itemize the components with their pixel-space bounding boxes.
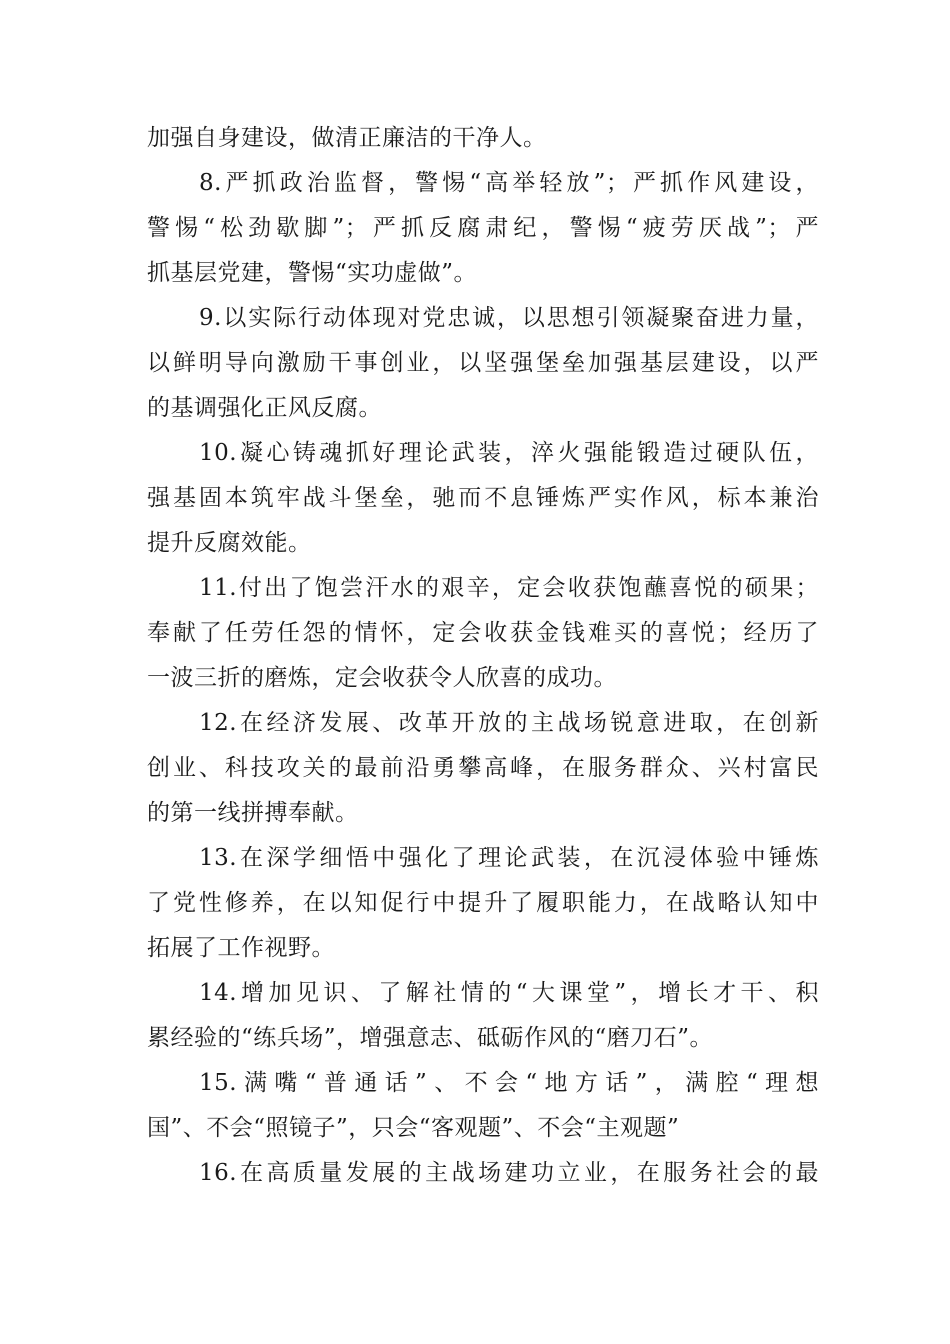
- text-line: 9.以实际行动体现对党忠诚，以思想引领凝聚奋进力量，: [199, 305, 819, 331]
- text-line: 11.付出了饱尝汗水的艰辛，定会收获饱蘸喜悦的硕果；: [199, 575, 819, 601]
- text-line: 创业、科技攻关的最前沿勇攀高峰，在服务群众、兴村富民: [147, 755, 819, 781]
- text-line: 的基调强化正风反腐。: [147, 395, 382, 421]
- text-line: 强基固本筑牢战斗堡垒，驰而不息锤炼严实作风，标本兼治: [147, 485, 819, 511]
- text-line: 警惕“松劲歇脚”；严抓反腐肃纪，警惕“疲劳厌战”；严: [147, 215, 819, 241]
- text-line: 10.凝心铸魂抓好理论武装，淬火强能锻造过硬队伍，: [199, 440, 819, 466]
- text-line: 了党性修养，在以知促行中提升了履职能力，在战略认知中: [147, 890, 819, 916]
- text-line: 一波三折的磨炼，定会收获令人欣喜的成功。: [147, 665, 617, 691]
- text-line: 16.在高质量发展的主战场建功立业，在服务社会的最: [199, 1160, 819, 1186]
- text-line: 14.增加见识、了解社情的“大课堂”，增长才干、积: [199, 980, 819, 1006]
- paragraph: [147, 836, 819, 971]
- paragraph: [147, 971, 819, 1061]
- text-line: 8.严抓政治监督，警惕“高举轻放”；严抓作风建设，: [199, 170, 819, 196]
- text-line: 13.在深学细悟中强化了理论武装，在沉浸体验中锤炼: [199, 845, 819, 871]
- text-line: 15.满嘴“普通话”、不会“地方话”，满腔“理想: [199, 1070, 819, 1096]
- paragraph: [147, 1061, 819, 1151]
- paragraph: [147, 431, 819, 566]
- paragraph: [147, 296, 819, 431]
- text-line: 的第一线拼搏奉献。: [147, 800, 359, 826]
- text-line: 提升反腐效能。: [147, 530, 312, 556]
- paragraph: [147, 116, 819, 161]
- paragraph: [147, 1151, 819, 1196]
- text-line: 国”、不会“照镜子”，只会“客观题”、不会“主观题”: [147, 1115, 680, 1141]
- text-line: 以鲜明导向激励干事创业，以坚强堡垒加强基层建设，以严: [147, 350, 819, 376]
- text-line: 抓基层党建，警惕“实功虚做”。: [147, 260, 478, 286]
- text-line: 加强自身建设，做清正廉洁的干净人。: [147, 125, 547, 151]
- document-body: [147, 116, 819, 1196]
- text-line: 累经验的“练兵场”，增强意志、砥砺作风的“磨刀石”。: [147, 1025, 714, 1051]
- text-line: 拓展了工作视野。: [147, 935, 335, 961]
- text-line: 奉献了任劳任怨的情怀，定会收获金钱难买的喜悦；经历了: [147, 620, 819, 646]
- text-line: 12.在经济发展、改革开放的主战场锐意进取，在创新: [199, 710, 819, 736]
- paragraph: [147, 701, 819, 836]
- paragraph: [147, 161, 819, 296]
- paragraph: [147, 566, 819, 701]
